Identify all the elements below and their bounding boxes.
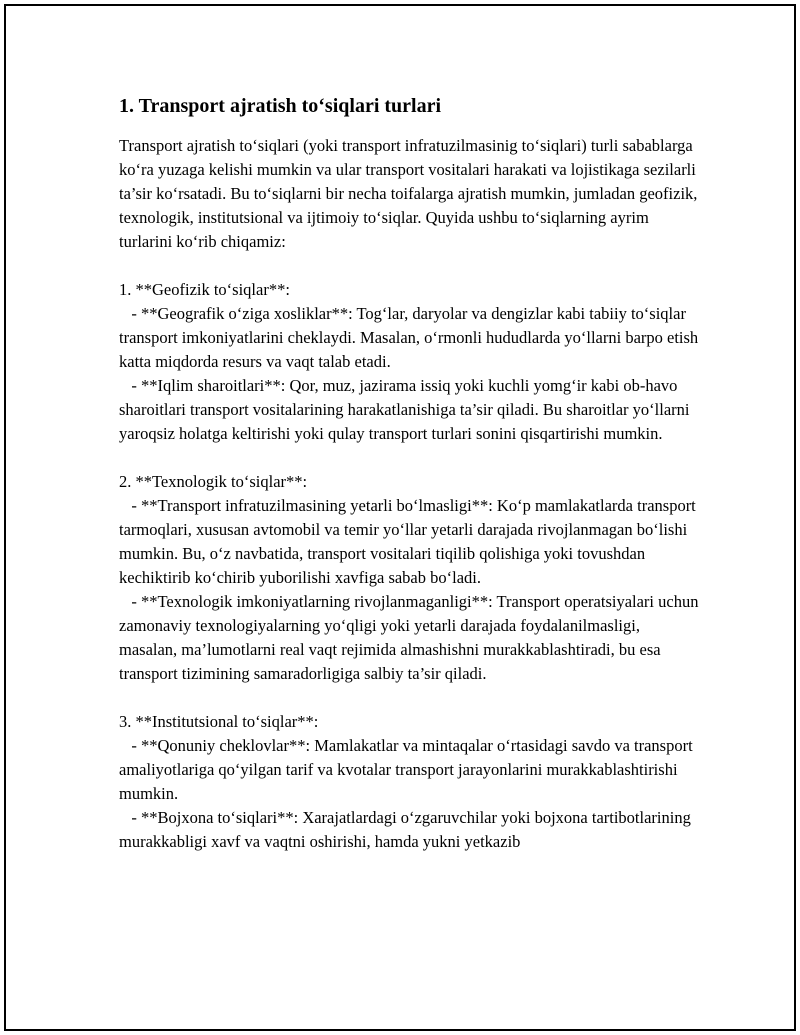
document-title: 1. Transport ajratish to‘siqlari turlari: [119, 95, 442, 117]
section-heading: 2. **Texnologik to‘siqlar**:: [119, 472, 308, 491]
section-heading: 3. **Institutsional to‘siqlar**:: [119, 712, 319, 731]
list-item: - **Bojxona to‘siqlari**: Xarajatlardagi o‘zgaruvchilar yoki bojxona tartibotlarining murakkabligi xavf va vaqtni oshirishi, hamda yukni yetkazib: [119, 808, 695, 851]
document-body: [119, 92, 703, 854]
list-item: - **Iqlim sharoitlari**: Qor, muz, jazirama issiq yoki kuchli yomg‘ir kabi ob-havo sharoitlari transport vositalarining harakatlanishiga ta’sir qiladi. Bu sharoitlar yo‘llarni yaroqsiz holatga keltirishi yoki qulay transport turlari sonini qisqartirishi mumkin.: [119, 376, 694, 443]
section-heading: 1. **Geofizik to‘siqlar**:: [119, 280, 290, 299]
list-item: - **Geografik o‘ziga xosliklar**: Tog‘lar, daryolar va dengizlar kabi tabiiy to‘siqlar transport imkoniyatlarini cheklaydi. Masalan, o‘rmonli hududlarda yo‘llarni barpo etish katta miqdorda resurs va vaqt talab etadi.: [119, 304, 703, 371]
intro-paragraph: Transport ajratish to‘siqlari (yoki transport infratuzilmasinig to‘siqlari) turli sabablarga ko‘ra yuzaga kelishi mumkin va ular transport vositalari harakati va lojistikaga sezilarli ta’sir ko‘rsatadi. Bu to‘siqlarni bir necha toifalarga ajratish mumkin, jumladan geofizik, texnologik, institutsional va ijtimoiy to‘siqlar. Quyida ushbu to‘siqlarning ayrim turlarini ko‘rib chiqamiz:: [119, 136, 702, 251]
section-geofizik: [119, 278, 703, 446]
list-item: - **Transport infratuzilmasining yetarli bo‘lmasligi**: Ko‘p mamlakatlarda transport tarmoqlari, xususan avtomobil va temir yo‘llar yetarli darajada rivojlanmagan bo‘lishi mumkin. Bu, o‘z navbatida, transport vositalari tiqilib qolishiga yoki tovushdan kechiktirib ko‘chirib yuborilishi xavfiga sabab bo‘ladi.: [119, 496, 700, 587]
list-item: - **Qonuniy cheklovlar**: Mamlakatlar va mintaqalar o‘rtasidagi savdo va transport amaliyotlariga qo‘yilgan tarif va kvotalar transport jarayonlarini murakkablashtirishi mumkin.: [119, 736, 697, 803]
section-institutsional: [119, 710, 699, 854]
section-texnologik: [119, 470, 703, 686]
list-item: - **Texnologik imkoniyatlarning rivojlanmaganligi**: Transport operatsiyalari uchun zamonaviy texnologiyalarning yo‘qligi yoki yetarli darajada foydalanilmasligi, masalan, ma’lumotlarni real vaqt rejimida almashishni murakkablashtiradi, bu esa transport tizimining samaradorligiga salbiy ta’sir qiladi.: [119, 592, 703, 683]
